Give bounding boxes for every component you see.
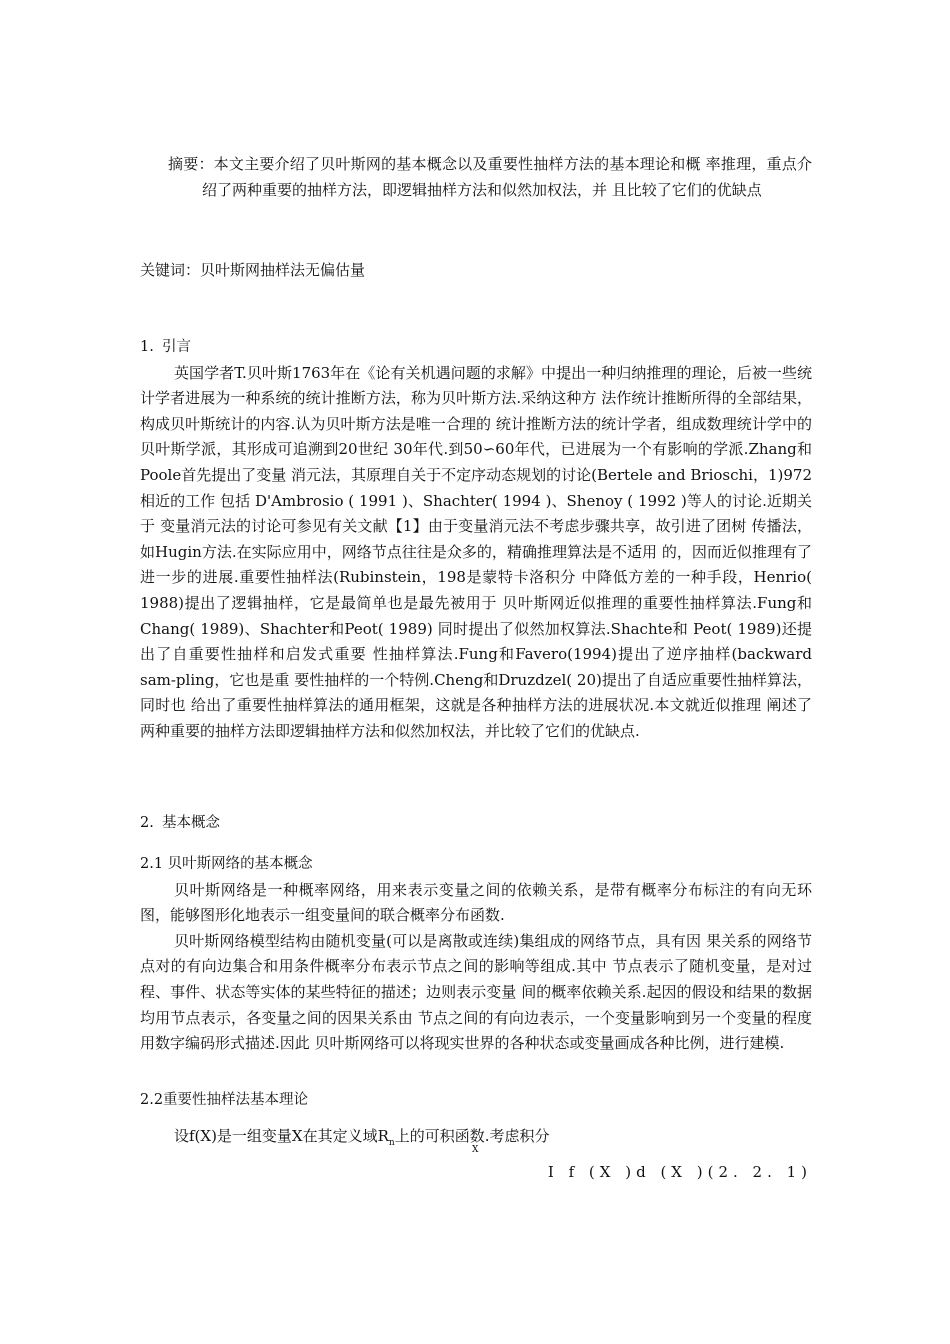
section-1-title: 引言: [162, 339, 191, 355]
section-introduction: [140, 335, 812, 745]
section-1-paragraph: 英国学者T.贝叶斯1763年在《论有关机遇问题的求解》中提出一种归纳推理的理论，后被一些统计学者进展为一种系统的统计推断方法，称为贝叶斯方法.采纳这种方 法作统计推断所得的全部结果，构成贝叶斯统计的内容.认为贝叶斯方法是唯一合理的 统计推断方法的统计学者，组成数理统计学中的贝叶斯学派，其形成可追溯到20世纪 30年代.到50∽60年代，已进展为一个有影响的学派.Zhang和Poole首先提出了变量 消元法，其原理自关于不定序动态规划的讨论(Bertele and Brioschi，1)972相近的工作 包括 D'Ambrosio ( 1991 )、Shachter( 1994 )、Shenoy ( 1992 )等人的讨论.近期关于 变量消元法的讨论可参见有关文献【1】由于变量消元法不考虑步骤共享，故引进了团树 传播法，如Hugin方法.在实际应用中，网络节点往往是众多的，精确推理算法是不适用 的，因而近似推理有了进一步的进展.重要性抽样法(Rubinstein，198是蒙特卡洛积分 中降低方差的一种手段，Henrio( 1988)提出了逻辑抽样，它是最简单也是最先被用于 贝叶斯网近似推理的重要性抽样算法.Fung和Chang( 1989)、Shachter和Peot( 1989) 同时提出了似然加权算法.Shachte和 Peot( 1989)还提出了自重要性抽样和启发式重要 性抽样算法.Fung和Favero(1994)提出了逆序抽样(backward sam-pling，它也是重 要性抽样的一个特例.Cheng和Druzdzel( 20)提出了自适应重要性抽样算法，同时也 给出了重要性抽样算法的通用框架，这就是各种抽样方法的进展状况.本文就近似推理 阐述了两种重要的抽样方法即逻辑抽样方法和似然加权法，并比较了它们的优缺点.: [140, 363, 812, 740]
section-2-2-text-after: 上的可积函数.考虑积分: [394, 1126, 550, 1145]
integral-subscript-x: X: [472, 1145, 479, 1155]
section-2-title: 基本概念: [162, 815, 220, 831]
abstract-paragraph: [140, 152, 812, 203]
keywords-block: [140, 258, 812, 284]
section-basic-concepts: [140, 811, 812, 837]
domain-subscript: n: [388, 1137, 395, 1148]
keywords-paragraph: [140, 258, 812, 284]
section-1-heading: [140, 335, 812, 361]
section-2-1-paragraph-1: 贝叶斯网络是一种概率网络，用来表示变量之间的依赖关系，是带有概率分布标注的有向无环图，能够图形化地表示一组变量间的联合概率分布函数.: [140, 880, 812, 925]
keywords-text: 贝叶斯网抽样法无偏估量: [200, 261, 366, 279]
abstract-block: [140, 152, 812, 203]
abstract-text: 本文主要介绍了贝叶斯网的基本概念以及重要性抽样方法的基本理论和概 率推理，重点介绍了两种重要的抽样方法，即逻辑抽样方法和似然加权法，并 且比较了它们的优缺点: [202, 155, 812, 199]
section-2-heading: [140, 811, 812, 837]
section-2-1-paragraph-2: 贝叶斯网络模型结构由随机变量(可以是离散或连续)集组成的网络节点，具有因 果关系的网络节点对的有向边集合和用条件概率分布表示节点之间的影响等组成.其中 节点表示了随机变量，是对过程、事件、状态等实体的某些特征的描述；边则表示变量 间的概率依赖关系.起因的假设和结果的数据均用节点表示，各变量之间的因果关系由 节点之间的有向边表示，一个变量影响到另一个变量的程度用数字编码形式描述.因此 贝叶斯网络可以将现实世界的各种状态或变量画成各种比例，进行建模.: [140, 931, 812, 1053]
section-2-1-heading: 2.1 贝叶斯网络的基本概念: [140, 856, 313, 872]
section-2-2-text-before: 设f(X)是一组变量X在其定义域R: [174, 1126, 389, 1145]
section-2-1: [140, 852, 812, 1057]
abstract-label: 摘要：: [168, 155, 214, 173]
section-1-number: 1.: [140, 339, 154, 355]
section-2-2-heading: 2.2重要性抽样法基本理论: [140, 1092, 309, 1108]
integral-formula: I f (X )d (X )(2. 2. 1): [547, 1163, 812, 1181]
section-2-number: 2.: [140, 815, 154, 831]
keywords-label: 关键词：: [140, 261, 201, 279]
